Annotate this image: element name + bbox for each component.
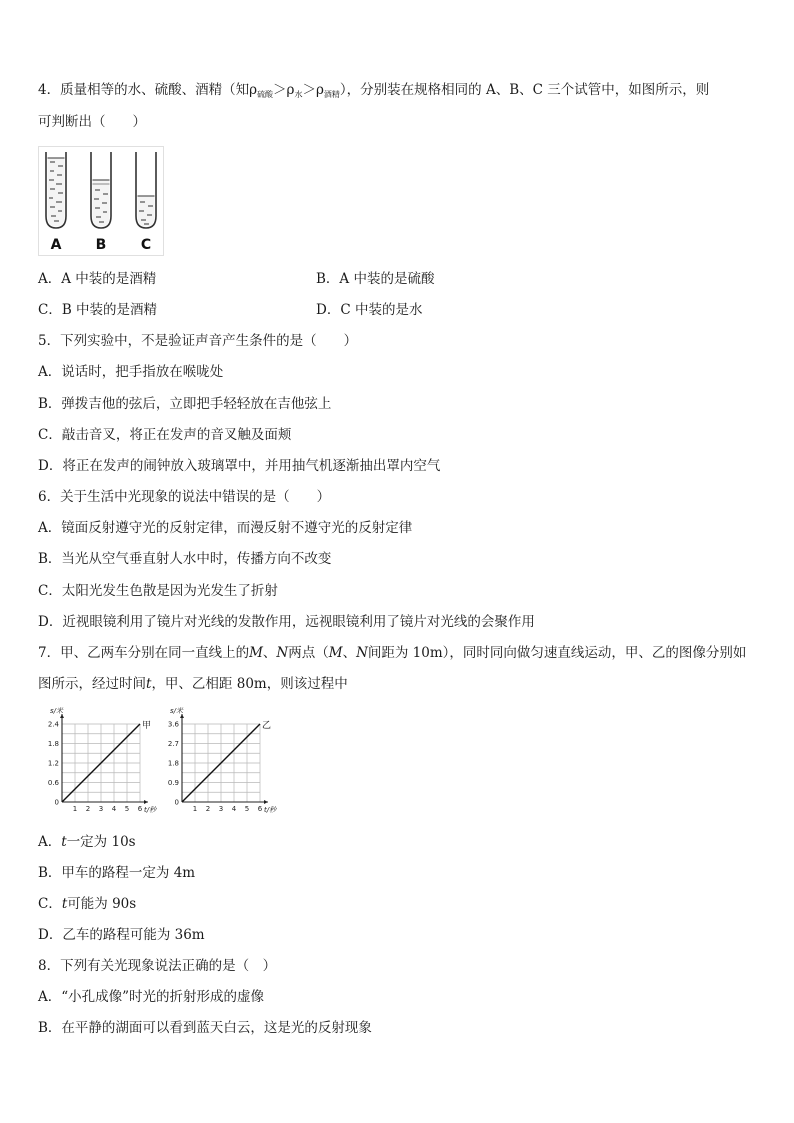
yi-series-label: 乙	[262, 721, 272, 731]
tube-label-a: A	[50, 237, 62, 253]
yi-y-tick-label: 3.6	[167, 720, 179, 729]
q7-option-c: C．t可能为 90s	[38, 896, 137, 912]
q4-option-d: D．C 中装的是水	[316, 302, 423, 318]
yi-x-axis-label: t/秒	[264, 806, 277, 814]
jia-x-tick-label: 2	[85, 805, 91, 813]
q4-sub-water: 水	[294, 90, 303, 99]
jia-x-tick-label: 6	[137, 805, 143, 813]
yi-x-tick-label: 5	[244, 805, 250, 813]
yi-x-tick-label: 3	[218, 805, 224, 813]
test-tubes-figure	[38, 146, 164, 256]
yi-y-axis-label: s/米	[170, 707, 184, 715]
q5-option-c: C．敲击音叉，将正在发声的音叉触及面颊	[38, 427, 292, 443]
graph-yi	[160, 706, 280, 820]
jia-x-tick-label: 1	[72, 805, 78, 813]
yi-x-tick-label: 6	[257, 805, 263, 813]
yi-x-tick-label: 1	[192, 805, 198, 813]
q6-option-d: D．近视眼镜利用了镜片对光线的发散作用，远视眼镜利用了镜片对光线的会聚作用	[38, 614, 535, 630]
test-tube-a	[46, 152, 66, 228]
q7-var-n: N	[276, 645, 289, 661]
q4-text-b: ），分别装在规格相同的 A、B、C 三个试管中，如图所示，则	[339, 82, 710, 98]
q8-option-b: B．在平静的湖面可以看到蓝天白云，这是光的反射现象	[38, 1020, 372, 1036]
q4-gt1: ＞ρ	[273, 82, 295, 98]
q6-option-b: B．当光从空气垂直射人水中时，传播方向不改变	[38, 551, 332, 567]
jia-y-axis-label: s/米	[50, 707, 64, 715]
q4-option-c: C．B 中装的是酒精	[38, 302, 158, 318]
q7-var-m: M	[249, 645, 263, 661]
q7-option-d: D．乙车的路程可能为 36m	[38, 927, 205, 943]
q4-sub-sulfuric: 硫酸	[257, 90, 274, 99]
jia-y-tick-label: 2.4	[47, 720, 59, 729]
q4-sub-alcohol: 酒精	[323, 90, 340, 99]
jia-series-label: 甲	[142, 721, 152, 731]
q7-stem-line2: 图所示，经过时间t，甲、乙相距 80m，则该过程中	[38, 676, 348, 692]
q7-option-a: A．t一定为 10s	[38, 834, 136, 850]
q5-option-d: D．将正在发声的闹钟放入玻璃罩中，并用抽气机逐渐抽出罩内空气	[38, 458, 441, 474]
jia-x-tick-label: 3	[98, 805, 104, 813]
q7-var-t: t	[146, 676, 152, 692]
q6-stem: 6．关于生活中光现象的说法中错误的是（ ）	[38, 489, 331, 505]
q4-gt2: ＞ρ	[302, 82, 324, 98]
yi-y-tick-label: 1.8	[167, 759, 179, 768]
q4-number: 4．	[38, 82, 61, 98]
tube-label-c: C	[140, 237, 152, 253]
q7-option-b: B．甲车的路程一定为 4m	[38, 865, 196, 881]
yi-y-tick-label: 2.7	[167, 740, 179, 748]
q4-option-a: A．A 中装的是酒精	[38, 271, 157, 287]
q5-option-a: A．说话时，把手指放在喉咙处	[38, 364, 224, 380]
yi-x-tick-label: 2	[205, 805, 211, 813]
q4-option-b: B．A 中装的是硫酸	[316, 271, 435, 287]
q5-stem: 5．下列实验中，不是验证声音产生条件的是（ ）	[38, 333, 358, 349]
q4-stem-line1	[38, 80, 709, 105]
q4-text-a: 质量相等的水、硫酸、酒精（知ρ	[60, 82, 258, 98]
jia-x-arrow	[144, 800, 148, 804]
q8-stem: 8．下列有关光现象说法正确的是（ ）	[38, 958, 277, 974]
q6-option-a: A．镜面反射遵守光的反射定律，而漫反射不遵守光的反射定律	[38, 520, 413, 536]
graph-jia	[40, 706, 160, 820]
jia-y-tick-label: 0	[54, 798, 59, 807]
q4-stem-line2: 可判断出（ ）	[38, 114, 146, 130]
q5-option-b: B．弹拨吉他的弦后，立即把手轻轻放在吉他弦上	[38, 396, 332, 412]
yi-x-arrow	[264, 800, 268, 804]
yi-y-tick-label: 0.9	[167, 779, 179, 787]
jia-y-tick-label: 1.2	[47, 759, 59, 768]
jia-x-tick-label: 5	[124, 805, 130, 813]
q6-option-c: C．太阳光发生色散是因为光发生了折射	[38, 583, 278, 599]
jia-y-tick-label: 0.6	[47, 779, 59, 787]
jia-x-axis-label: t/秒	[144, 806, 157, 814]
yi-x-tick-label: 4	[231, 805, 237, 813]
jia-x-tick-label: 4	[111, 805, 117, 813]
yi-y-tick-label: 0	[174, 798, 179, 807]
q8-option-a: A．“小孔成像”时光的折射形成的虚像	[38, 989, 265, 1005]
q7-stem-line1: 7．甲、乙两车分别在同一直线上的M、N两点（M、N间距为 10m），同时同向做匀速直线运动，甲、乙的图像分别如	[38, 645, 747, 661]
jia-y-tick-label: 1.8	[47, 740, 59, 748]
tube-label-b: B	[95, 237, 107, 253]
